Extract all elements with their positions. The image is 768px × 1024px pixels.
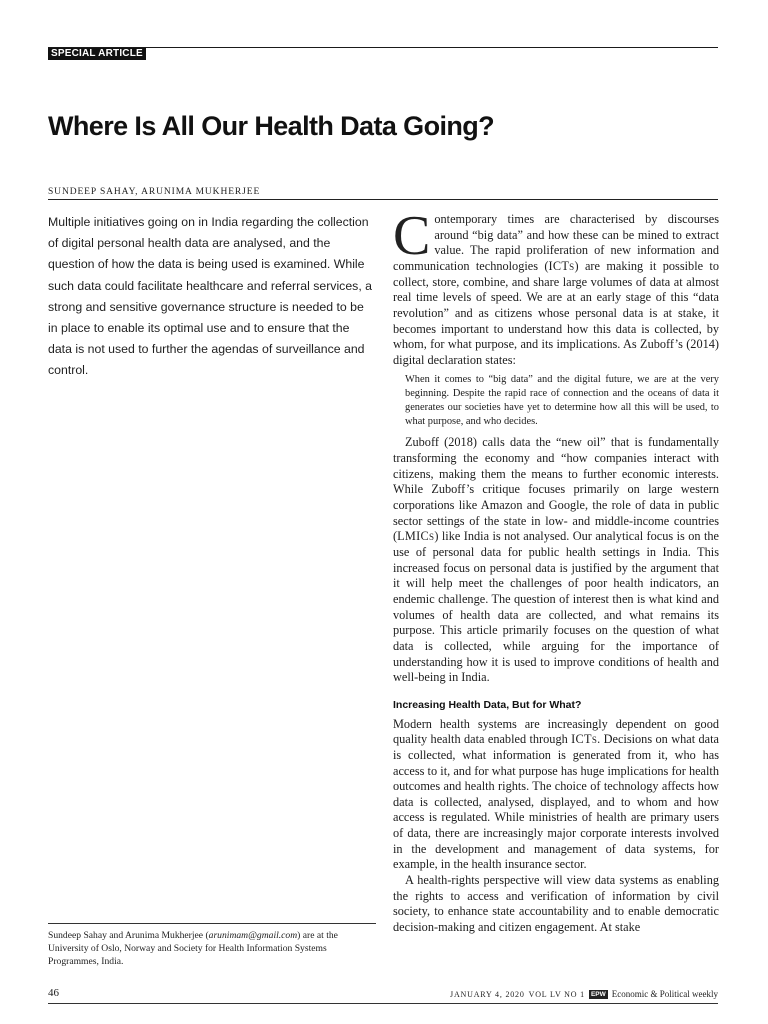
block-quote: When it comes to “big data” and the digital future, we are at the very beginning. Despite the rapid race of connection and the oceans of data it generates our societies have yet to determine how all this will be used, to what purpose, and who decides. xyxy=(405,373,719,428)
para2-text-b: ) like India is not analysed. Our analytical focus is on the use of personal data for public health settings in India. This increased focus on personal data is justified by the argument that it will help meet the challenges of poor health indicators, an endemic challenge. The question of interest then is what kind and volumes of health data are collected, and what remains its purpose. This article primarily focuses on the question of what data is collected, while arguing for the importance of understanding how it is used to improve conditions of health and well-being in India. xyxy=(393,529,719,685)
issue-volume: VOL LV NO 1 xyxy=(528,989,585,999)
article-authors: SUNDEEP SAHAY, ARUNIMA MUKHERJEE xyxy=(48,187,261,197)
section-rule xyxy=(48,47,718,48)
article-title: Where Is All Our Health Data Going? xyxy=(48,111,495,141)
footnote-text-post: ) are at the University of Oslo, Norway and Society for Health Information Systems Programmes, India. xyxy=(48,930,338,968)
author-email-link[interactable]: arunimam@gmail.com xyxy=(208,930,298,941)
footnote-rule xyxy=(48,923,376,924)
author-footnote xyxy=(48,929,376,969)
issue-date: JANUARY 4, 2020 xyxy=(450,989,525,999)
footer-rule xyxy=(48,1003,718,1004)
drop-cap: C xyxy=(393,205,431,267)
intro-text-b: ) are making it possible to collect, store, combine, and share large volumes of data at almost real time levels of speed. We are at an early stage of this “data revolution” and as citizens whose personal data is at stake, it becomes important to understand how this data is collected, by whom, for what purpose, and its implications. As Zuboff’s (2014) digital declaration states: xyxy=(393,258,719,367)
section-label: SPECIAL ARTICLE xyxy=(48,48,146,60)
para2-text-a: Zuboff (2018) calls data the “new oil” that is fundamentally transforming the economy and “how companies interact with citizens, making them the means to further economic interests. While Zuboff’s critique focuses primarily on large western corporations like Amazon and Google, the role of data in public sector settings of the state in low- and middle-income countries ( xyxy=(393,435,719,544)
body-column xyxy=(393,205,719,936)
para3-text-a: Modern health systems are increasingly dependent on good quality health data enabled through xyxy=(393,716,719,747)
abbr-icts-2: ICTs xyxy=(571,732,598,747)
section-heading: Increasing Health Data, But for What? xyxy=(393,698,582,711)
author-rule xyxy=(48,199,718,200)
page-number: 46 xyxy=(48,987,59,999)
abbr-lmics: LMICs xyxy=(397,529,435,544)
footnote-text-pre: Sundeep Sahay and Arunima Mukherjee ( xyxy=(48,930,209,941)
abstract: Multiple initiatives going on in India regarding the collection of digital personal health data are analysed, and the question of how the data is being used is examined. While such data could facilitate healthcare and referral services, a strong and sensitive governance structure is needed to be in place to enable its optimal use and to ensure that the data is not used to further the agendas of surveillance and control. xyxy=(48,215,372,378)
abbr-icts: ICTs xyxy=(548,258,575,273)
journal-name: Economic & Political weekly xyxy=(611,989,718,999)
intro-text-a: ontemporary times are characterised by discourses around “big data” and how these can be mined to extract value. The rapid proliferation of new information and communication technologies ( xyxy=(393,212,719,273)
para3-text-b: . Decisions on what data is collected, what information is generated from it, who has access to it, and for what purpose has huge implications for health outcomes and health rights. The choice of technology affects how data is collected, analysed, displayed, and to whom and how access is regulated. While ministries of health are primary users of data, there are increasingly major corporate interests involved in the development and management of data systems, for example, in the health insurance sector. xyxy=(393,732,719,872)
body-paragraph xyxy=(393,435,719,686)
epw-logo: EPW xyxy=(590,990,606,998)
intro-paragraph xyxy=(393,205,719,369)
body-paragraph xyxy=(393,717,719,874)
footer-info xyxy=(450,989,718,999)
body-paragraph: A health-rights perspective will view data systems as enabling the rights to access and verification of information by civil society, to enhance state accountability and to enable democratic decision-making and citizen engagement. At stake xyxy=(393,873,719,935)
